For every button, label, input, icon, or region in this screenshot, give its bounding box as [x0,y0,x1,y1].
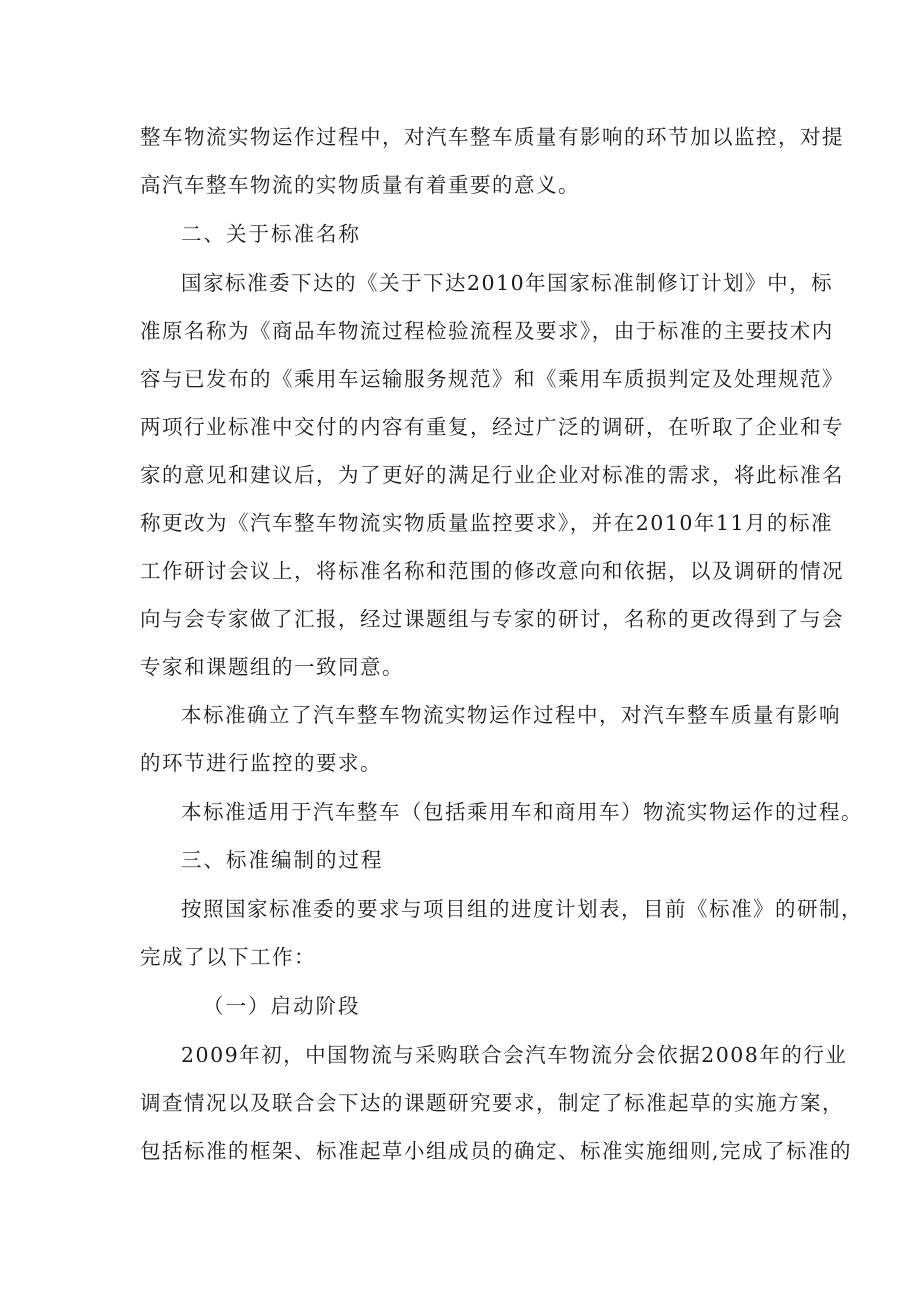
body-text-line: 本标准确立了汽车整车物流实物运作过程中，对汽车整车质量有影响 [181,703,841,727]
body-text-line: 本标准适用于汽车整车（包括乘用车和商用车）物流实物运作的过程。 [181,800,863,824]
body-text-line: 按照国家标准委的要求与项目组的进度计划表，目前《标准》的研制， [181,897,863,921]
body-text-line: 容与已发布的《乘用车运输服务规范》和《乘用车质损判定及处理规范》 [140,367,844,391]
body-text-line: 2009年初，中国物流与采购联合会汽车物流分会依据2008年的行业 [181,1043,848,1067]
body-text-line: 国家标准委下达的《关于下达2010年国家标准制修订计划》中，标 [181,271,834,295]
body-text-line: 两项行业标准中交付的内容有重复，经过广泛的调研，在听取了企业和专 [140,415,844,439]
body-text-line: 准原名称为《商品车物流过程检验流程及要求》，由于标准的主要技术内 [140,319,834,343]
body-text-line: 包括标准的框架、标准起草小组成员的确定、标准实施细则,完成了标准的 [140,1139,853,1163]
body-text-line: 的环节进行监控的要求。 [140,751,382,775]
body-text-line: 向与会专家做了汇报，经过课题组与专家的研讨，名称的更改得到了与会 [140,607,844,631]
body-text-line: 称更改为《汽车整车物流实物质量监控要求》，并在2010年11月的标准 [140,511,834,535]
section-heading-standard-name: 二、关于标准名称 [181,222,361,246]
section-heading-drafting-process: 三、标准编制的过程 [181,848,384,872]
subsection-heading-launch-phase: （一）启动阶段 [203,994,361,1018]
body-text-line: 完成了以下工作： [140,945,316,969]
body-text-line: 整车物流实物运作过程中，对汽车整车质量有影响的环节加以监控，对提 [140,125,844,149]
body-text-line: 工作研讨会议上，将标准名称和范围的修改意向和依据，以及调研的情况 [140,559,844,583]
body-text-line: 高汽车整车物流的实物质量有着重要的意义。 [140,173,580,197]
body-text-line: 家的意见和建议后，为了更好的满足行业企业对标准的需求，将此标准名 [140,463,844,487]
body-text-line: 调查情况以及联合会下达的课题研究要求，制定了标准起草的实施方案， [140,1091,844,1115]
body-text-line: 专家和课题组的一致同意。 [140,655,404,679]
